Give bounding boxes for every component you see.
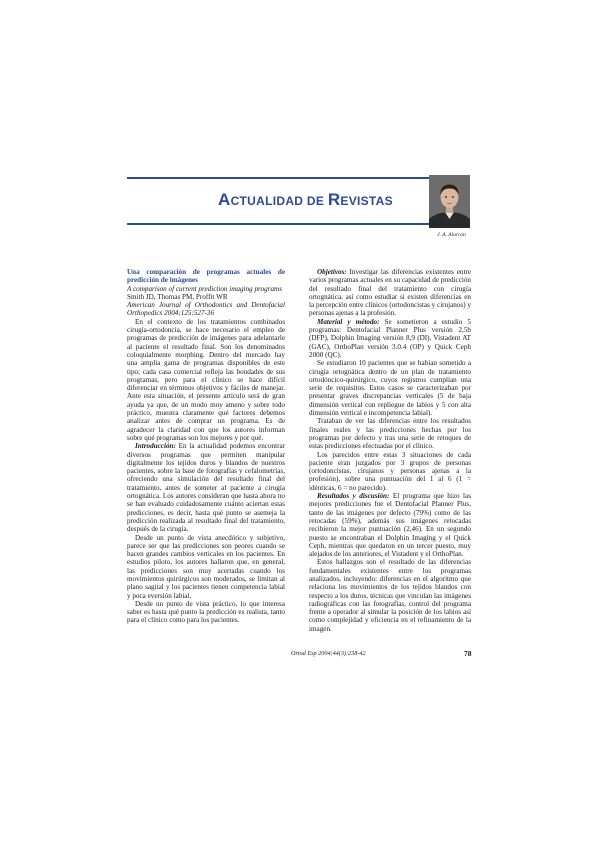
paragraph: En el contexto de los tratamientos combinados cirugía-ortodoncia, se hace necesario el empleo de programas de predicción de imágenes para adelantarle al paciente el resultado final. Son los denominados coloquialmente morphing. Dentro del mercado hay una amplia gama de programas disponibles de este tipo; cada casa comercial refleja las bondades de sus programas, pero para el clínico se hace difícil diferenciar en términos objetivos y fáciles de manejar. Ante esta situación, el presente artículo será de gran ayuda ya que, de un modo muy ameno y sobre todo práctico, muestra claramente qué factores debemos analizar antes de comprar un programa. Es de agradecer la claridad con que los autores informan sobre qué programas son los mejores y por qué.	[127, 317, 285, 442]
article-subtitle: A comparison of current prediction imaging programs	[127, 284, 282, 293]
paragraph: Introducción: En la actualidad podemos encontrar diversos programas que permiten manipular digitalmente los tejidos duros y blandos de nuestros pacientes, sobre la base de fotografías y cefalometrías, ofreciendo una simulación del resultado final del tratamiento, antes de someter al paciente a cirugía ortognática. Los autores consideran que hasta ahora no se han evaluado cuidadosamente cuánto aciertan estas predicciones, es decir, hasta qué punto se asemeja la predicción realizada al resultado final del tratamiento, después de la cirugía.	[127, 442, 285, 534]
paragraph: Resultados y discusión: El programa que hizo las mejores predicciones fue el Dentofacial Planner Plus, tanto de las imágenes por defecto (79%) como de las retocadas (59%), además sus imágenes retocadas recibieron la mejor puntuación (2,46). En un segundo puesto se encontraban el Dolphin Imaging y el Quick Ceph, mientras que quedaron en un tercer puesto, muy alejados de los anteriores, el Vistadent y el OrthoPlan.	[309, 492, 471, 559]
article-authors: Smith JD, Thomas PM, Proffit WR	[127, 292, 228, 301]
paragraph: Objetivos: Investigar las diferencias existentes entre varios programas actuales en su capacidad de predicción del resultado final del tratamiento con cirugía ortognática, así como estudiar si existen diferencias en la percepción entre clínicos (ortodoncistas y cirujanos) y personas ajenas a la profesión.	[309, 268, 471, 318]
bottom-rule	[127, 223, 470, 225]
footer-citation: Ortod Esp 2004;44(3):238-42	[291, 650, 366, 657]
paragraph: Material y método: Se sometieron a estudio 5 programas: Dentofacial Planner Plus versión 2,5b (DFP), Dolphin Imaging versión 8,9 (DI), Vistadent AT (GAC), OrthoPlan versión 3.0.4 (OP) y Quick Ceph 2000 (QC).	[309, 317, 471, 359]
section-title: ACTUALIDAD DE REVISTAS	[218, 190, 393, 209]
page-number: 78	[464, 649, 472, 658]
paragraph: Desde un punto de vista práctico, lo que interesa saber es hasta qué punto la predicción es realista, tanto para el clínico como para los pacientes.	[127, 599, 285, 625]
paragraph: Trataban de ver las diferencias entre los resultados finales reales y las predicciones hechas por los programas por defecto y tras una serie de retoques de estas predicciones efectuadas por el clínico.	[309, 417, 471, 451]
paragraph: Los parecidos entre estas 3 situaciones de cada paciente eran juzgados por 3 grupos de personas (ortodoncistas, cirujanos y personas ajenas a la profesión), sobre una puntuación del 1 al 6 (1 = idénticas, 6 = no parecido).	[309, 450, 471, 492]
left-column	[127, 268, 285, 625]
top-rule	[127, 177, 470, 179]
article-journal: American Journal of Orthodontics and Dentofacial Orthopedics 2004;125:527-36	[127, 301, 285, 318]
paragraph: Desde un punto de vista anecdótico y subjetivo, parece ser que las predicciones son peores cuando se hacen grandes cambios verticales en los pacientes. En estudios piloto, los autores hallaron que, en general, las predicciones son muy acertadas cuando los movimientos quirúrgicos son moderados, se limitan al plano sagital y los pacientes tienen competencia labial y poca eversión labial.	[127, 533, 285, 600]
author-photo	[429, 175, 470, 228]
paragraph: Se estudiaron 10 pacientes que se habían sometido a cirugía ortognática dentro de un plan de tratamiento ortodóncico-quirúrgico, cuyos registros cumplían una serie de requisitos. Estos casos se caracterizaban por presentar graves discrepancias verticales (5 de baja dimensión vertical con repliegue de labios y 5 con alta dimensión vertical e incompetencia labial).	[309, 359, 471, 418]
paragraph: Estos hallazgos son el resultado de las diferencias fundamentales existentes entre los programas analizados, incluyendo: diferencias en el algoritmo que relaciona los movimientos de los tejidos blandos con respecto a los duros, técnicas que vinculan las imágenes radiográficas con las fotografías, control del programa frente a operador al simular la posición de los labios así como complejidad y eficiencia en el refinamiento de la imagen.	[309, 558, 471, 633]
right-column	[309, 268, 471, 633]
photo-caption: J. A. Alarcón	[437, 232, 466, 238]
article-title: Una comparación de programas actuales de predicción de imágenes	[127, 268, 285, 285]
